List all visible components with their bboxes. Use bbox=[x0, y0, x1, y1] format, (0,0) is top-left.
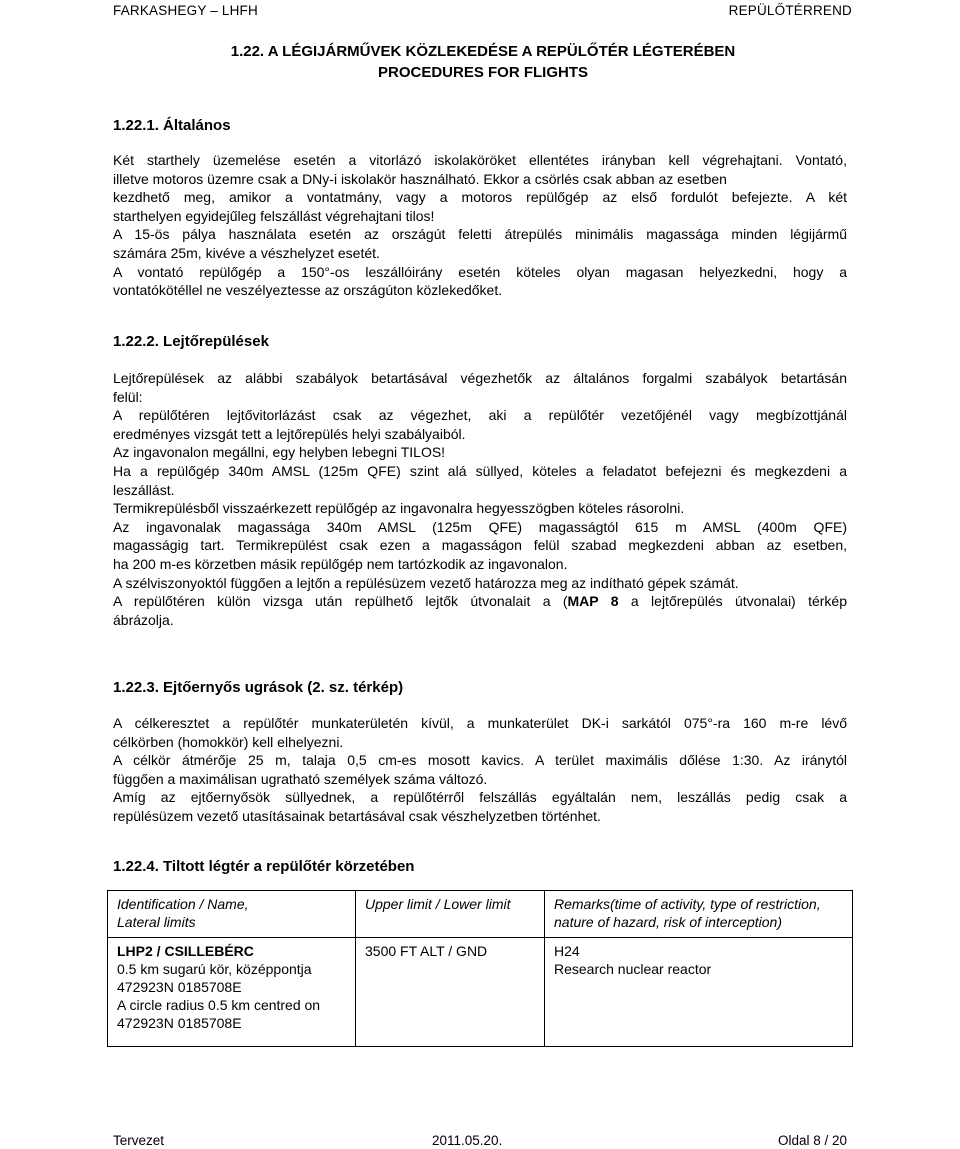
header-text: Remarks(time of activity, type of restriction, bbox=[554, 896, 821, 912]
cell-text: 472923N 0185708E bbox=[117, 1015, 242, 1031]
header-text: Identification / Name, bbox=[117, 896, 249, 912]
cell-text: Research nuclear reactor bbox=[554, 961, 712, 977]
section-heading-ridge-flying: 1.22.2. Lejtőrepülések bbox=[113, 333, 269, 350]
text-line: eredményes vizsgát tett a lejtőrepülés helyi szabályaiból. bbox=[113, 425, 466, 442]
section-heading-parachute: 1.22.3. Ejtőernyős ugrások (2. sz. térkép) bbox=[113, 679, 404, 696]
text-line: illetve motoros üzemre csak a DNy-i iskolakör használható. Ekkor a csörlés csak abban az esetben bbox=[113, 170, 727, 187]
cell-identification bbox=[108, 938, 356, 1047]
text-line: Az ingavonalon megállni, egy helyben lebegni TILOS! bbox=[113, 444, 446, 461]
text-line: Ha a repülőgép 340m AMSL (125m QFE) szint alá süllyed, köteles a feladatot befejezni és megkezdeni a bbox=[113, 462, 847, 479]
cell-text: A circle radius 0.5 km centred on bbox=[117, 997, 321, 1013]
text-line: számára 25m, kivéve a vészhelyzet esetét. bbox=[113, 244, 380, 261]
chapter-title bbox=[113, 41, 853, 83]
text-line: Két starthely üzemelése esetén a vitorlázó iskolaköröket ellentétes irányban kell végrehajtani. Vontató, bbox=[113, 152, 847, 168]
cell-remarks bbox=[545, 938, 853, 1047]
section-ridge-flying-body bbox=[113, 369, 847, 629]
running-header-right: REPÜLŐTÉRREND bbox=[728, 3, 852, 18]
text-line: ha 200 m-es körzetben másik repülőgép nem tartózkodik az ingavonalon. bbox=[113, 555, 568, 572]
text-line: magasságig tart. Termikrepülést csak ezen a magasságon felül szabad megkezdeni abban az esetben, bbox=[113, 537, 847, 554]
header-text: nature of hazard, risk of interception) bbox=[554, 914, 783, 930]
footer-date: 2011.05.20. bbox=[432, 1133, 503, 1148]
text-line: Termikrepülésből visszaérkezett repülőgép az ingavonalra hegyesszögben köteles rásorolni. bbox=[113, 500, 685, 517]
section-heading-general: 1.22.1. Általános bbox=[113, 117, 231, 134]
cell-text: 472923N 0185708E bbox=[117, 979, 242, 995]
text-line: Az ingavonalak magassága 340m AMSL (125m QFE) magasságtól 615 m AMSL (400m QFE) bbox=[113, 518, 847, 535]
text-line: kezdhető meg, amikor a vontatmány, vagy a motoros repülőgép az első fordulót befejezte. A két bbox=[113, 189, 847, 206]
table-row bbox=[108, 938, 853, 1047]
text-line: ábrázolja. bbox=[113, 611, 174, 628]
text-line: A célkör átmérője 25 m, talaja 0,5 cm-es mosott kavics. A terület maximális dőlése 1:30. Az iránytól bbox=[113, 752, 847, 769]
header-text: Upper limit / Lower limit bbox=[365, 896, 511, 912]
text-line: Lejtőrepülések az alábbi szabályok betartásával végezhetők az általános forgalmi szabályok betartásán bbox=[113, 370, 847, 386]
airspace-name: LHP2 / CSILLEBÉRC bbox=[117, 943, 254, 959]
text-line: repülésüzem vezető utasításainak betartásával csak vészhelyzetben történhet. bbox=[113, 807, 601, 824]
header-text: Lateral limits bbox=[117, 914, 196, 930]
text-line: A repülőtéren lejtővitorlázást csak az végezhet, aki a repülőtér vezetőjénél vagy megbízottjánál bbox=[113, 407, 847, 424]
section-heading-prohibited-airspace: 1.22.4. Tiltott légtér a repülőtér körzetében bbox=[113, 858, 415, 875]
text-line: A vontató repülőgép a 150°-os leszállóirány esetén köteles olyan magasan helyezkedni, hogy a bbox=[113, 263, 847, 280]
chapter-title-line1: 1.22. A LÉGIJÁRMŰVEK KÖZLEKEDÉSE A REPÜLŐTÉR LÉGTERÉBEN bbox=[230, 43, 736, 60]
section-general-body bbox=[113, 151, 847, 300]
header-cell-identification bbox=[108, 891, 356, 938]
text-line: felül: bbox=[113, 388, 143, 405]
cell-text: 3500 FT ALT / GND bbox=[365, 943, 488, 959]
text-line: starthelyen egyidejűleg felszállást végrehajtani tilos! bbox=[113, 207, 435, 224]
text-line: A célkeresztet a repülőtér munkaterületén kívül, a munkaterület DK-i sarkától 075°-ra 160 m-re lévő bbox=[113, 715, 847, 731]
prohibited-airspace-table bbox=[107, 890, 853, 1047]
text-line: célkörben (homokkör) kell elhelyezni. bbox=[113, 733, 344, 750]
table-header-row bbox=[108, 891, 853, 938]
text-line: vontatókötéllel ne veszélyeztesse az országúton közlekedőket. bbox=[113, 282, 503, 299]
map-reference: MAP 8 bbox=[567, 593, 619, 610]
text-line: függően a maximálisan ugratható személyek száma változó. bbox=[113, 770, 488, 787]
text-segment: A repülőtéren külön vizsga után repülhető lejtők útvonalait a ( bbox=[113, 593, 568, 610]
text-line: A 15-ös pálya használata esetén az országút feletti átrepülés minimális magassága minden légijármű bbox=[113, 226, 847, 243]
text-line: A szélviszonyoktól függően a lejtőn a repülésüzem vezető határozza meg az indítható gépek számát. bbox=[113, 574, 739, 591]
header-cell-remarks bbox=[545, 891, 853, 938]
footer-status: Tervezet bbox=[113, 1133, 165, 1148]
text-line: leszállást. bbox=[113, 481, 175, 498]
cell-text: 0.5 km sugarú kör, középpontja bbox=[117, 961, 312, 977]
cell-limits bbox=[356, 938, 545, 1047]
chapter-title-line2: PROCEDURES FOR FLIGHTS bbox=[377, 64, 588, 81]
text-segment: a lejtőrepülés útvonalai) térkép bbox=[618, 593, 847, 610]
text-line-map-reference bbox=[113, 592, 847, 611]
text-line: Amíg az ejtőernyősök süllyednek, a repülőtérről felszállás egyáltalán nem, leszállás pedig csak a bbox=[113, 789, 847, 806]
footer-page-number: Oldal 8 / 20 bbox=[777, 1133, 847, 1148]
header-cell-limits bbox=[356, 891, 545, 938]
section-parachute-body bbox=[113, 714, 847, 826]
cell-text: H24 bbox=[554, 943, 580, 959]
running-header-left: FARKASHEGY – LHFH bbox=[113, 3, 258, 18]
